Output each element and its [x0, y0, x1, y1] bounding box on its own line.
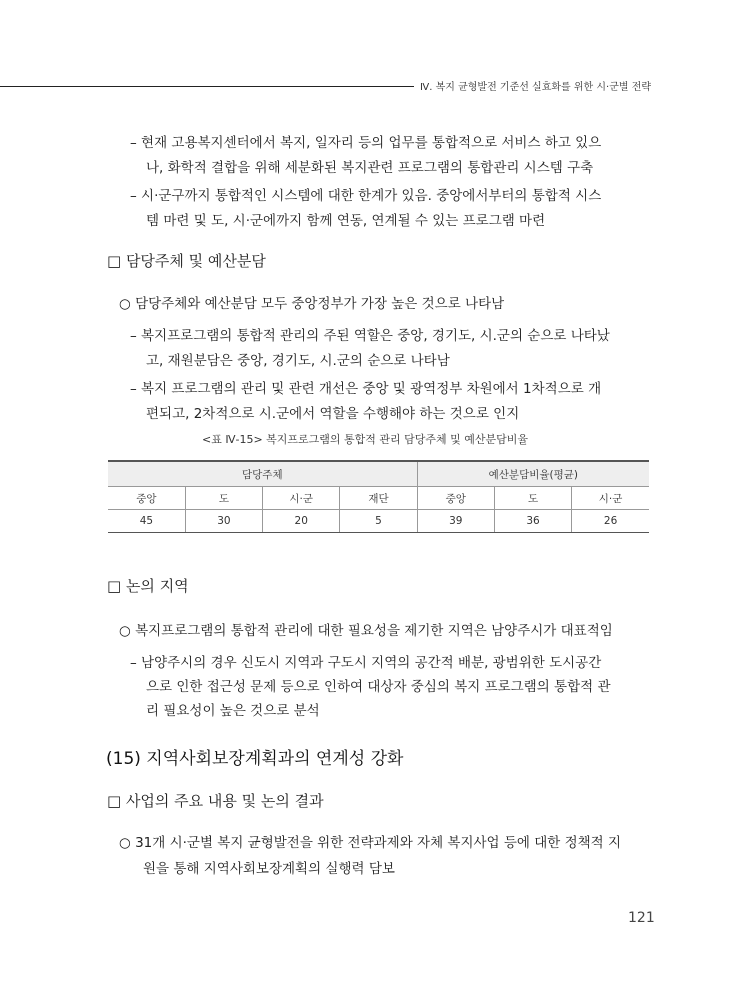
table-cell: 5 — [340, 510, 417, 533]
column-header-cell: 중앙 — [108, 487, 185, 510]
body-line: 고, 재원분담은 중앙, 경기도, 시.군의 순으로 나타남 — [146, 353, 450, 369]
table-cell: 20 — [263, 510, 340, 533]
column-header-cell: 도 — [185, 487, 262, 510]
group-header-cell: 담당주체 — [108, 461, 417, 487]
body-line: – 남양주시의 경우 신도시 지역과 구도시 지역의 공간적 배분, 광범위한 도시공간 — [130, 655, 602, 671]
table-cell: 26 — [572, 510, 649, 533]
body-line: – 현재 고용복지센터에서 복지, 일자리 등의 업무를 통합적으로 서비스 하고 있으 — [130, 135, 602, 151]
table-row — [108, 510, 649, 533]
table-group-header-row — [108, 461, 649, 487]
bullet-point: ○ 복지프로그램의 통합적 관리에 대한 필요성을 제기한 지역은 남양주시가 대표적임 — [119, 623, 613, 639]
body-line: 으로 인한 접근성 문제 등으로 인하여 대상자 중심의 복지 프로그램의 통합적 관 — [146, 679, 611, 695]
section-heading: □ 논의 지역 — [107, 577, 189, 595]
column-header-cell: 시·군 — [572, 487, 649, 510]
section-heading: □ 사업의 주요 내용 및 논의 결과 — [107, 792, 324, 810]
header-rule — [0, 86, 414, 87]
table-cell: 39 — [417, 510, 494, 533]
column-header-cell: 중앙 — [417, 487, 494, 510]
column-header-cell: 재단 — [340, 487, 417, 510]
section-heading: □ 담당주체 및 예산분담 — [107, 252, 266, 270]
table-column-header-row — [108, 487, 649, 510]
column-header-cell: 시·군 — [263, 487, 340, 510]
body-line: 템 마련 및 도, 시·군에까지 함께 연동, 연계될 수 있는 프로그램 마련 — [146, 213, 546, 229]
group-header-cell: 예산분담비율(평균) — [417, 461, 649, 487]
data-table — [108, 460, 649, 533]
table-cell: 36 — [494, 510, 571, 533]
table-caption: <표 Ⅳ-15> 복지프로그램의 통합적 관리 담당주체 및 예산분담비율 — [202, 433, 529, 446]
page-number: 121 — [628, 910, 655, 926]
column-header-cell: 도 — [494, 487, 571, 510]
bullet-point: ○ 31개 시·군별 복지 균형발전을 위한 전략과제와 자체 복지사업 등에 대한 정책적 지 — [119, 835, 622, 851]
body-line: 원을 통해 지역사회보장계획의 실행력 담보 — [143, 861, 395, 877]
table-cell: 30 — [185, 510, 262, 533]
bullet-point: ○ 담당주체와 예산분담 모두 중앙정부가 가장 높은 것으로 나타남 — [119, 296, 505, 312]
body-line: – 복지프로그램의 통합적 관리의 주된 역할은 중앙, 경기도, 시.군의 순으로 나타났 — [130, 328, 610, 344]
body-line: – 복지 프로그램의 관리 및 관련 개선은 중앙 및 광역정부 차원에서 1차적으로 개 — [130, 381, 602, 397]
body-line: 리 필요성이 높은 것으로 분석 — [146, 703, 320, 719]
running-header: Ⅳ. 복지 균형발전 기준선 실효화를 위한 시·군별 전략 — [420, 82, 652, 93]
subsection-title: (15) 지역사회보장계획과의 연계성 강화 — [106, 749, 404, 769]
body-line: 편되고, 2차적으로 시.군에서 역할을 수행해야 하는 것으로 인지 — [146, 406, 520, 422]
table-cell: 45 — [108, 510, 185, 533]
body-line: 나, 화학적 결합을 위해 세분화된 복지관련 프로그램의 통합관리 시스템 구축 — [146, 160, 594, 176]
body-line: – 시·군구까지 통합적인 시스템에 대한 한계가 있음. 중앙에서부터의 통합적 시스 — [130, 188, 602, 204]
